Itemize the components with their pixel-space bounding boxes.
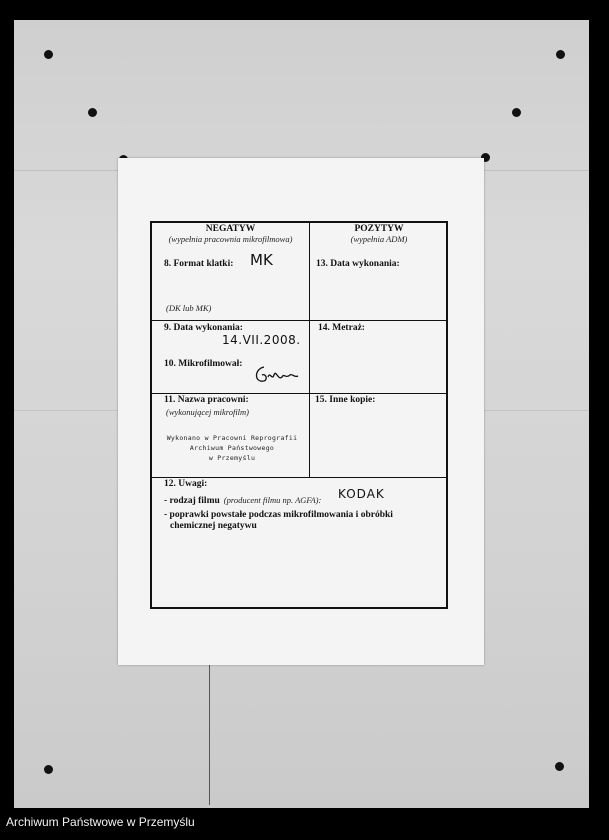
archive-footer: Archiwum Państwowe w Przemyślu xyxy=(6,815,195,829)
pozytyw-header xyxy=(310,223,448,244)
negatyw-subtitle: (wypełnia pracownia mikrofilmowa) xyxy=(168,234,293,244)
field-15-label: 15. Inne kopie: xyxy=(315,395,376,405)
field-8-note: (DK lub MK) xyxy=(166,303,212,313)
field-11-label: 11. Nazwa pracowni: xyxy=(164,395,249,405)
row-divider xyxy=(152,477,446,478)
field-14-label: 14. Metraż: xyxy=(318,323,365,333)
pin-hole xyxy=(512,108,521,117)
film-type-note: (producent filmu np. AGFA): xyxy=(223,495,322,505)
corrections-line: chemicznej negatywu xyxy=(170,521,257,531)
pin-hole xyxy=(88,108,97,117)
field-9-value: 14.VII.2008. xyxy=(222,333,301,347)
workshop-stamp xyxy=(162,433,302,463)
film-scratch xyxy=(209,665,210,805)
field-8-label: 8. Format klatki: xyxy=(164,259,234,269)
field-10-label: 10. Mikrofilmował: xyxy=(164,359,243,369)
negatyw-title: NEGATYW xyxy=(205,224,256,234)
pozytyw-title: POZYTYW xyxy=(354,224,404,234)
field-12-label: 12. Uwagi: xyxy=(164,479,208,489)
pin-hole xyxy=(556,50,565,59)
microfilm-record-form xyxy=(150,221,448,609)
pin-hole xyxy=(44,765,53,774)
film-type-label: - rodzaj filmu xyxy=(164,496,220,506)
pin-hole xyxy=(44,50,53,59)
row-divider xyxy=(152,393,446,394)
field-8-value: MK xyxy=(250,251,273,269)
field-11-subtitle: (wykonującej mikrofilm) xyxy=(166,407,250,417)
field-9-label: 9. Data wykonania: xyxy=(164,323,243,333)
pozytyw-subtitle: (wypełnia ADM) xyxy=(350,234,408,244)
field-13-label: 13. Data wykonania: xyxy=(316,259,400,269)
pin-hole xyxy=(555,762,564,771)
stamp-line: w Przemyślu xyxy=(208,454,256,462)
film-type-row xyxy=(164,490,321,508)
film-type-value: KODAK xyxy=(338,487,385,501)
corrections-line: - poprawki powstałe podczas mikrofilmowania i obróbki xyxy=(164,510,393,520)
negatyw-header xyxy=(152,223,309,244)
column-divider xyxy=(309,223,310,477)
row-divider xyxy=(152,320,446,321)
signature xyxy=(252,363,302,387)
stamp-line: Archiwum Państwowego xyxy=(189,444,275,452)
stamp-line: Wykonano w Pracowni Reprografii xyxy=(166,434,298,442)
